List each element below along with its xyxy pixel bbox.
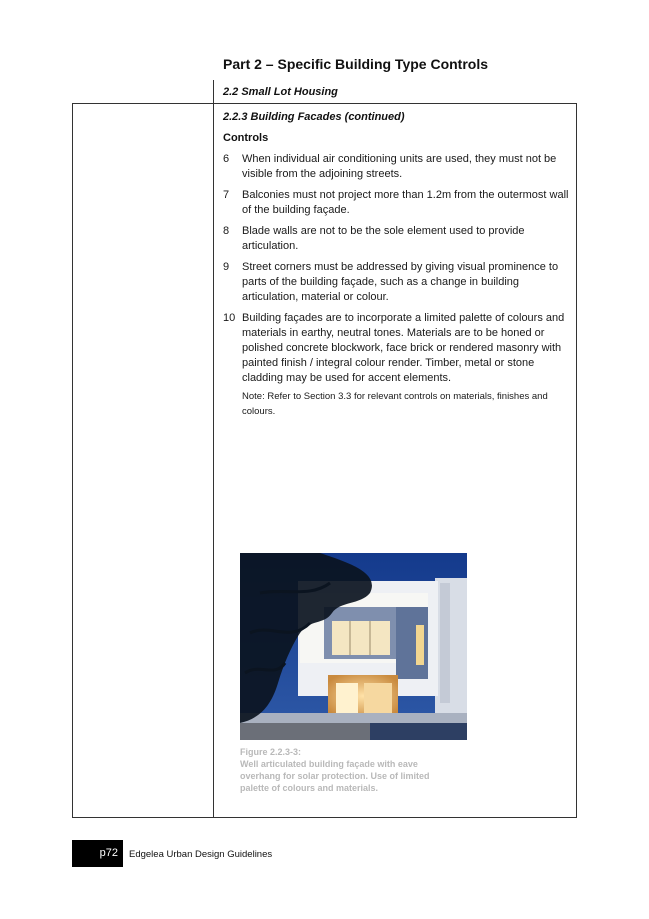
control-item xyxy=(223,311,569,386)
control-item xyxy=(223,188,569,218)
figure-label: Figure 2.2.3-3: xyxy=(240,747,302,757)
header-divider-line xyxy=(213,80,214,104)
control-number: 9 xyxy=(223,261,230,273)
control-text: When individual air conditioning units are used, they must not be visible from the adjoining streets. xyxy=(242,153,557,180)
control-item xyxy=(223,152,569,182)
figure-caption-text: Well articulated building façade with eave overhang for solar protection. Use of limited palette of colours and materials. xyxy=(240,759,430,793)
control-text: Street corners must be addressed by giving visual prominence to parts of the building façade, such as a change in building articulation, material or colour. xyxy=(242,261,559,303)
section-title: 2.2 Small Lot Housing xyxy=(223,86,338,98)
frame-column-divider xyxy=(213,103,214,818)
note-text: Note: Refer to Section 3.3 for relevant controls on materials, finishes and colours. xyxy=(242,391,548,417)
building-facade-photo xyxy=(240,553,467,740)
part-title: Part 2 – Specific Building Type Controls xyxy=(223,56,489,72)
control-item xyxy=(223,224,569,254)
page-number-badge: p72 xyxy=(72,840,123,867)
control-text: Building façades are to incorporate a limited palette of colours and materials in earthy, neutral tones. Materials are to be honed or polished concrete blockwork, face brick or rendered masonry with painted finish / integral colour render. Timber, metal or stone cladding may be used for accent elements. xyxy=(242,312,565,384)
controls-heading: Controls xyxy=(223,132,269,144)
control-item xyxy=(223,260,569,305)
controls-list xyxy=(223,152,569,392)
control-text: Blade walls are not to be the sole element used to provide articulation. xyxy=(242,225,525,252)
control-number: 8 xyxy=(223,225,230,237)
footer-document-title: Edgelea Urban Design Guidelines xyxy=(129,849,273,860)
control-number: 6 xyxy=(223,153,230,165)
control-number: 10 xyxy=(223,312,236,324)
control-number: 7 xyxy=(223,189,230,201)
figure-caption xyxy=(240,746,460,794)
control-text: Balconies must not project more than 1.2m from the outermost wall of the building façade. xyxy=(242,189,569,216)
subsection-title: 2.2.3 Building Facades (continued) xyxy=(223,111,405,123)
